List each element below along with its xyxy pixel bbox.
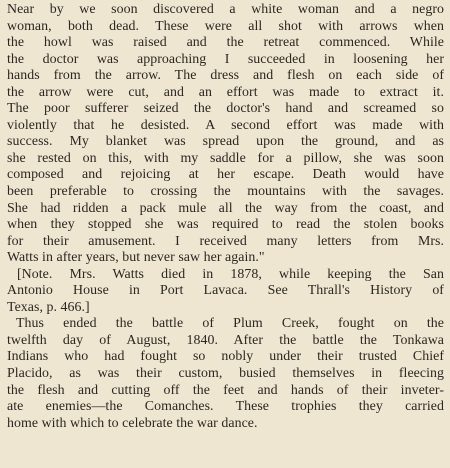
narrative-paragraph [7,2,444,267]
conclusion-paragraph [7,316,444,432]
text-line: Indians who had fought so nobly under their trusted Chief [7,349,444,365]
text-line: the flesh and cutting off the feet and hands of their inveter- [7,382,444,398]
text-line: she rested on this, with my saddle for a pillow, she was soon [7,150,444,166]
text-line: Near by we soon discovered a white woman and a negro [7,2,444,17]
text-line: been preferable to crossing the mountains with the savages. [7,184,444,200]
text-line: Placido, as was their custom, busied themselves in fleecing [7,366,444,382]
text-line: Antonio House in Port Lavaca. See Thrall's History of [7,283,444,299]
text-line: when they stopped she was required to read the stolen books [7,217,444,233]
text-line: woman, both dead. These were all shot with arrows when [7,18,444,34]
text-line: hands from the arrow. The dress and flesh on each side of [7,68,444,84]
text-line: the doctor was approaching I succeeded in loosening her [7,51,444,67]
text-line: success. My blanket was spread upon the ground, and as [7,134,444,150]
text-line: The poor sufferer seized the doctor's hand and screamed so [7,101,444,117]
text-line: ate enemies—the Comanches. These trophies they carried [7,399,444,415]
text-line: Thus ended the battle of Plum Creek, fought on the [16,316,444,332]
text-line: composed and rejoicing at her escape. Death would have [7,167,444,183]
note-paragraph [7,267,444,317]
text-line: [Note. Mrs. Watts died in 1878, while keeping the San [17,266,444,282]
text-line: for their amusement. I received many letters from Mrs. [7,233,444,249]
text-line: violently that he desisted. A second effort was made with [7,117,444,133]
text-line: the arrow were cut, and an effort was made to extract it. [7,84,444,100]
text-line: the howl was raised and the retreat commenced. While [7,35,444,51]
text-line: Watts in after years, but never saw her again." [7,250,265,266]
text-line: twelfth day of August, 1840. After the battle the Tonkawa [7,332,444,348]
text-line: home with which to celebrate the war dance. [7,415,258,431]
text-line: She had ridden a pack mule all the way from the coast, and [7,200,444,216]
text-line: Texas, p. 466.] [7,299,90,315]
